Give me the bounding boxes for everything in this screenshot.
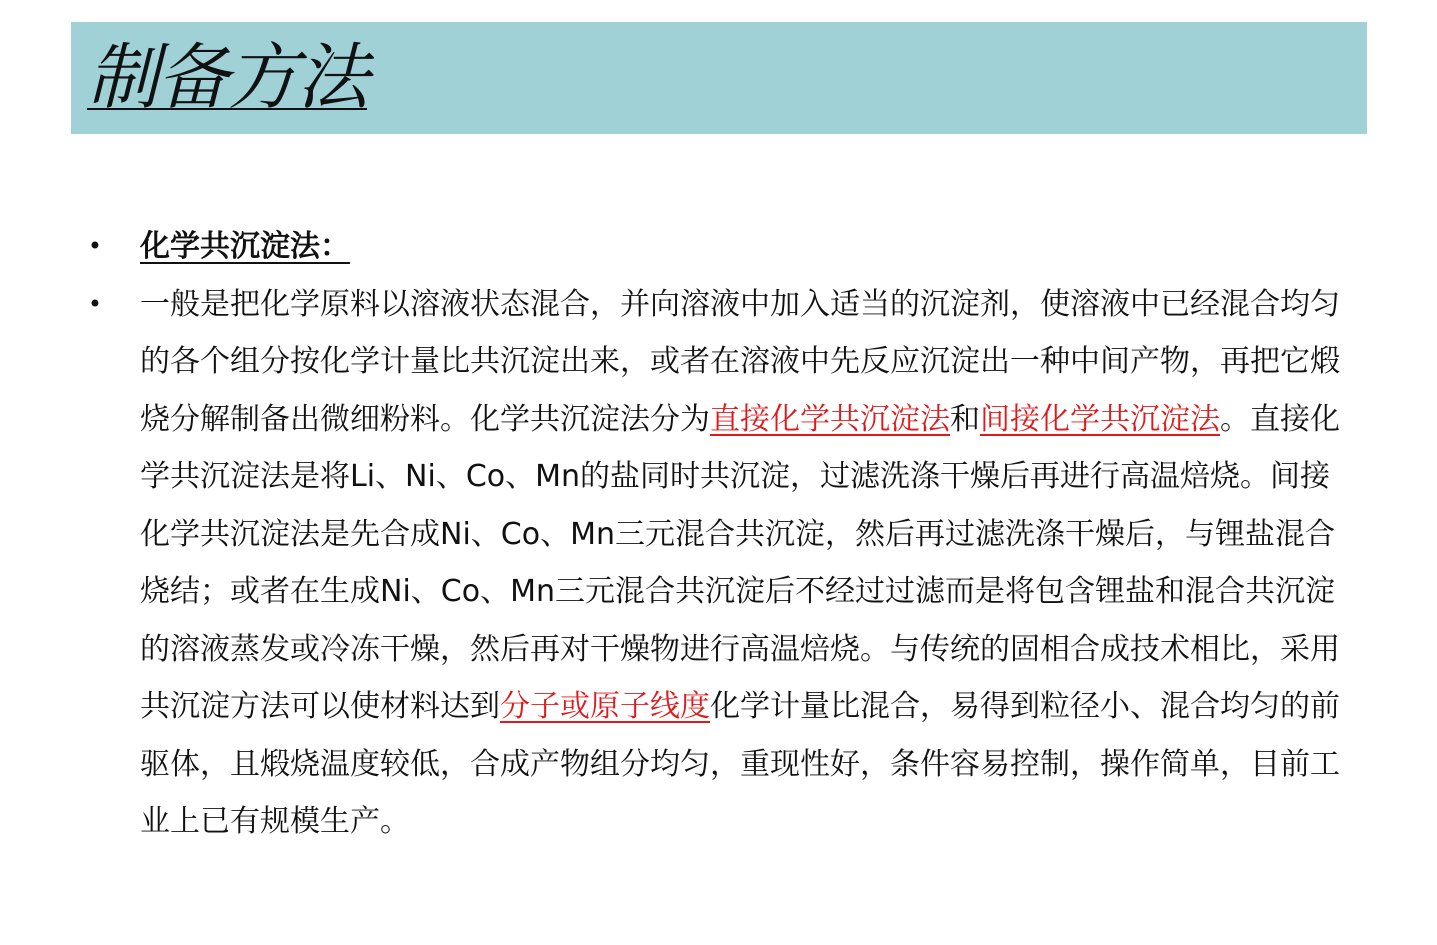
section-heading: 化学共沉淀法： — [140, 229, 350, 264]
bullet-item-heading — [85, 218, 1355, 276]
highlight-direct-method: 直接化学共沉淀法 — [710, 401, 950, 437]
paragraph-text: 一般是把化学原料以溶液状态混合，并向溶液中加入适当的沉淀剂，使溶液中已经混合均匀的各个组分按化学计量比共沉淀出来，或者在溶液中先反应沉淀出一种中间产物，再把它煅烧分解制备出微细粉料。化学共沉淀法分为 — [140, 286, 1340, 437]
highlight-molecular-scale: 分子或原子线度 — [500, 689, 710, 724]
slide-title: 制备方法 — [87, 35, 368, 119]
paragraph-text: 和 — [950, 401, 980, 437]
bullet-dot-icon: • — [87, 232, 103, 260]
body-paragraph — [140, 276, 1354, 851]
bullet-list — [85, 218, 1355, 851]
paragraph-text: 。直接化学共沉淀法是将Li、Ni、Co、Mn的盐同时共沉淀，过滤洗涤干燥后再进行高温焙烧。间接化学共沉淀法是先合成Ni、Co、Mn三元混合共沉淀，然后再过滤洗涤干燥后，与锂盐混合烧结；或者在生成Ni、Co、Mn三元混合共沉淀后不经过过滤而是将包含锂盐和混合共沉淀的溶液蒸发或冷冻干燥，然后再对干燥物进行高温焙烧。与传统的固相合成技术相比，采用共沉淀方法可以使材料达到 — [140, 401, 1340, 724]
highlight-indirect-method: 间接化学共沉淀法 — [980, 401, 1220, 437]
title-bar — [71, 22, 1367, 134]
bullet-dot-icon: • — [87, 289, 103, 318]
bullet-item-body — [85, 276, 1355, 851]
paragraph-text: 化学计量比混合，易得到粒径小、混合均匀的前驱体，且煅烧温度较低，合成产物组分均匀，重现性好，条件容易控制，操作简单，目前工业上已有规模生产。 — [140, 689, 1340, 839]
